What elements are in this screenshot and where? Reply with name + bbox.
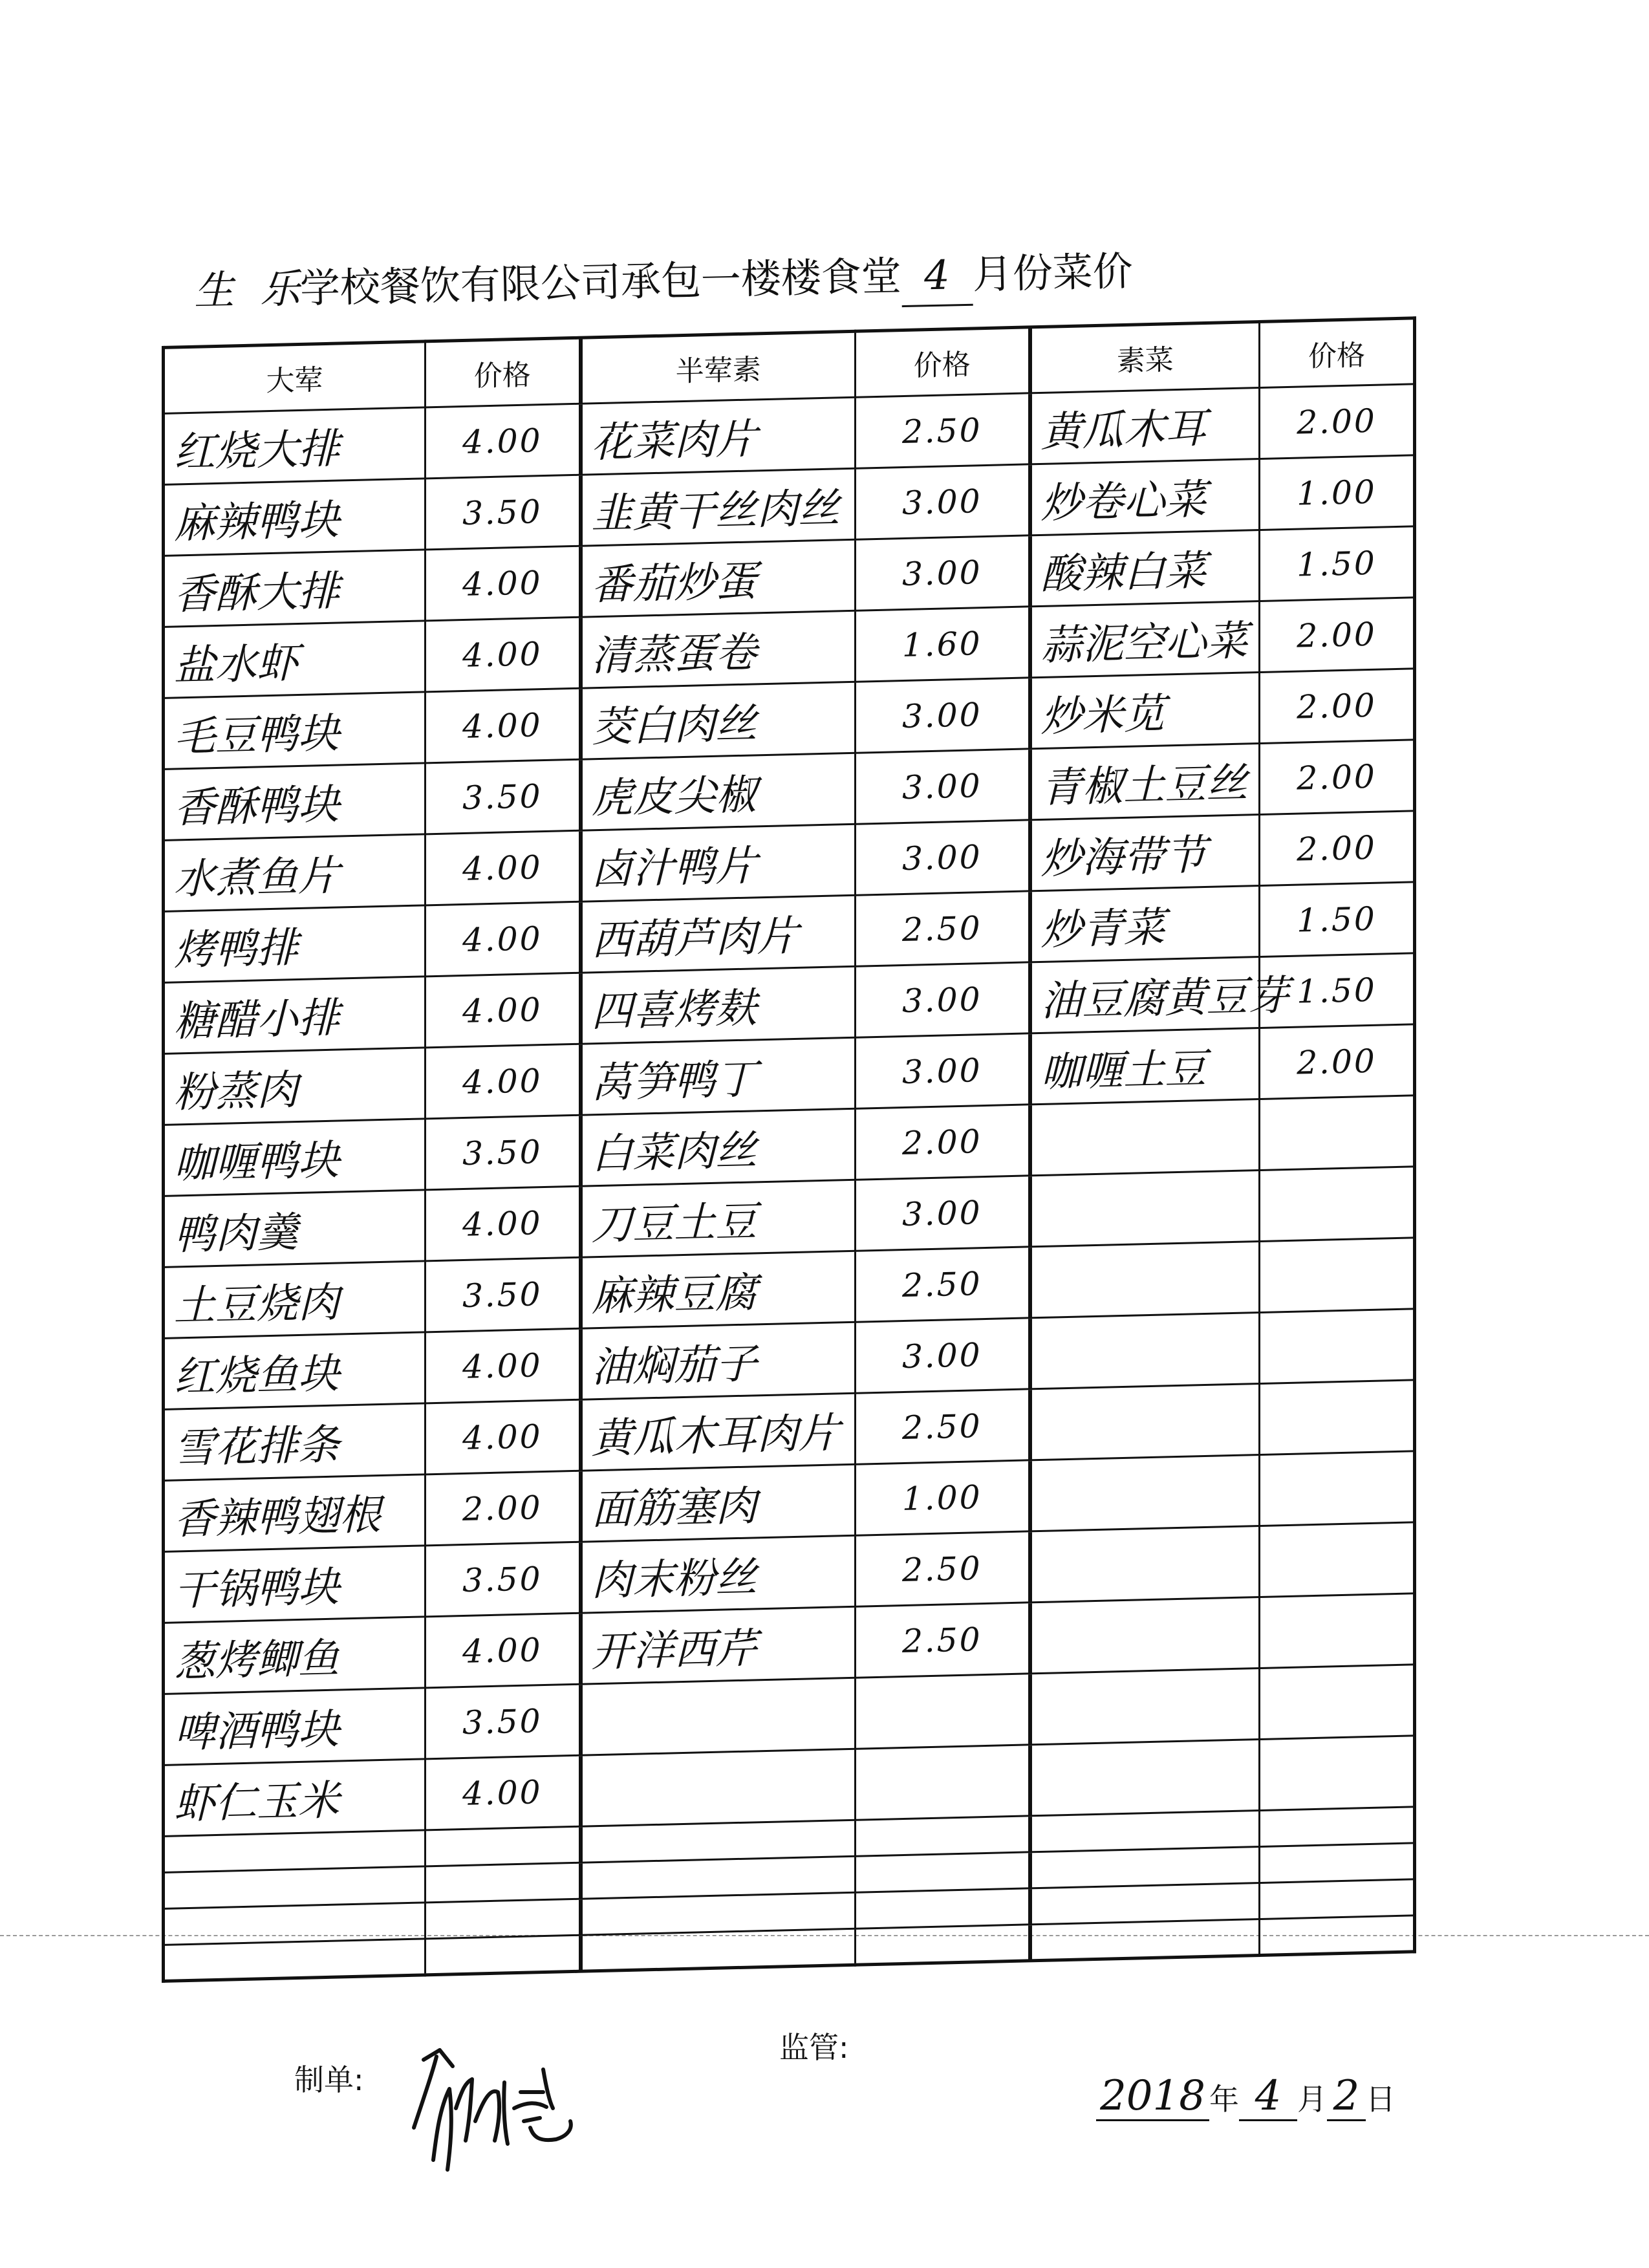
veg-dish-price: 1.50 — [1260, 882, 1415, 957]
meat-dish-name — [164, 1830, 426, 1873]
veg-dish-name — [1030, 1170, 1260, 1246]
meat-dish-name: 香酥鸭块 — [164, 763, 426, 841]
veg-dish-price: 1.50 — [1260, 953, 1415, 1028]
half-dish-name: 面筋塞肉 — [581, 1464, 856, 1542]
meat-dish-price: 4.00 — [426, 1044, 581, 1119]
header-meat: 大荤 — [164, 341, 426, 414]
half-dish-name: 黄瓜木耳肉片 — [581, 1393, 856, 1471]
half-dish-price — [856, 1888, 1030, 1928]
half-dish-name — [581, 1928, 856, 1971]
header-half-price: 价格 — [856, 327, 1030, 397]
meat-dish-price: 4.00 — [426, 617, 581, 692]
half-dish-price: 2.50 — [856, 891, 1030, 966]
meat-dish-price: 4.00 — [426, 1328, 581, 1403]
veg-dish-name — [1030, 1846, 1260, 1888]
meat-dish-price: 3.50 — [426, 1542, 581, 1617]
meat-dish-price: 4.00 — [426, 1399, 581, 1474]
half-dish-name — [581, 1892, 856, 1935]
veg-dish-price — [1260, 1916, 1415, 1956]
meat-dish-name: 鸭肉羹 — [164, 1190, 426, 1268]
meat-dish-name: 红烧大排 — [164, 407, 426, 485]
veg-dish-name — [1030, 1739, 1260, 1815]
meat-dish-name: 粉蒸肉 — [164, 1048, 426, 1125]
veg-dish-name — [1030, 1454, 1260, 1531]
header-half: 半荤素 — [581, 331, 856, 404]
meat-dish-name: 咖喱鸭块 — [164, 1119, 426, 1196]
half-dish-name: 卤汁鸭片 — [581, 824, 856, 902]
meat-dish-name — [164, 1903, 426, 1945]
half-dish-name: 四喜烤麸 — [581, 966, 856, 1044]
veg-dish-name: 蒜泥空心菜 — [1030, 601, 1260, 677]
veg-dish-name: 青椒土豆丝 — [1030, 743, 1260, 819]
meat-dish-price: 4.00 — [426, 1186, 581, 1261]
meat-dish-name: 葱烤鲫鱼 — [164, 1617, 426, 1694]
meat-dish-price: 3.50 — [426, 759, 581, 834]
veg-dish-name: 油豆腐黄豆芽 — [1030, 956, 1260, 1033]
date-month: 4 — [1239, 2073, 1297, 2121]
half-dish-name — [581, 1749, 856, 1826]
meat-dish-price: 4.00 — [426, 973, 581, 1048]
maker-label: 制单: — [294, 2062, 364, 2097]
half-dish-name: 开洋西芹 — [581, 1606, 856, 1684]
veg-dish-name — [1030, 1383, 1260, 1460]
veg-dish-name: 炒海带节 — [1030, 814, 1260, 891]
date-month-unit: 月 — [1297, 2082, 1327, 2117]
veg-dish-price — [1260, 1593, 1415, 1669]
meat-dish-price: 3.50 — [426, 1115, 581, 1190]
veg-dish-name — [1030, 1241, 1260, 1317]
meat-dish-name: 干锅鸭块 — [164, 1546, 426, 1623]
veg-dish-price — [1260, 1879, 1415, 1919]
half-dish-price: 2.50 — [856, 1603, 1030, 1678]
veg-dish-name — [1030, 1312, 1260, 1388]
date — [1096, 2073, 1396, 2124]
meat-dish-name: 土豆烧肉 — [164, 1261, 426, 1339]
date-day-unit: 日 — [1366, 2082, 1396, 2117]
meat-dish-price: 4.00 — [426, 902, 581, 977]
veg-dish-price — [1260, 1167, 1415, 1242]
half-dish-price: 1.60 — [856, 607, 1030, 682]
meat-dish-name — [164, 1939, 426, 1982]
meat-dish-name — [164, 1866, 426, 1909]
half-dish-price: 3.00 — [856, 820, 1030, 895]
veg-dish-price — [1260, 1522, 1415, 1597]
half-dish-price — [856, 1745, 1030, 1820]
meat-dish-price: 4.00 — [426, 1755, 581, 1830]
veg-dish-name: 酸辣白菜 — [1030, 530, 1260, 606]
meat-dish-name: 啤酒鸭块 — [164, 1688, 426, 1766]
veg-dish-price — [1260, 1309, 1415, 1384]
half-dish-price: 3.00 — [856, 535, 1030, 610]
veg-dish-name — [1030, 1810, 1260, 1852]
half-dish-name: 茭白肉丝 — [581, 682, 856, 759]
veg-dish-price — [1260, 1451, 1415, 1526]
price-table — [162, 316, 1416, 1983]
title-month: 4 — [901, 246, 973, 307]
half-dish-name: 清蒸蛋卷 — [581, 610, 856, 688]
half-dish-name: 油焖茄子 — [581, 1322, 856, 1399]
veg-dish-price — [1260, 1807, 1415, 1847]
half-dish-name — [581, 1856, 856, 1899]
half-dish-price — [856, 1674, 1030, 1749]
veg-dish-name — [1030, 1668, 1260, 1744]
half-dish-name: 番茄炒蛋 — [581, 539, 856, 617]
half-dish-price: 3.00 — [856, 962, 1030, 1037]
half-dish-name: 西葫芦肉片 — [581, 895, 856, 973]
veg-dish-name: 咖喱土豆 — [1030, 1028, 1260, 1104]
meat-dish-price — [426, 1935, 581, 1975]
meat-dish-name: 烤鸭排 — [164, 905, 426, 983]
veg-dish-name: 炒卷心菜 — [1030, 459, 1260, 535]
school-name-handwritten-suffix: 乐 — [259, 265, 301, 313]
header-veg-price: 价格 — [1260, 318, 1415, 388]
signature — [388, 2031, 582, 2186]
half-dish-price: 3.00 — [856, 1033, 1030, 1108]
veg-dish-name: 炒米苋 — [1030, 672, 1260, 748]
veg-dish-name: 炒青菜 — [1030, 885, 1260, 962]
half-dish-name — [581, 1678, 856, 1755]
veg-dish-price — [1260, 1096, 1415, 1171]
header-veg: 素菜 — [1030, 321, 1260, 393]
meat-dish-name: 水煮鱼片 — [164, 834, 426, 912]
header-meat-price: 价格 — [426, 338, 581, 407]
veg-dish-name — [1030, 1597, 1260, 1673]
date-year-unit: 年 — [1209, 2082, 1239, 2117]
half-dish-price: 2.50 — [856, 1389, 1030, 1464]
half-dish-price: 2.50 — [856, 1531, 1030, 1606]
veg-dish-price: 1.00 — [1260, 455, 1415, 530]
meat-dish-name: 红烧鱼块 — [164, 1332, 426, 1410]
veg-dish-price — [1260, 1380, 1415, 1455]
half-dish-name: 白菜肉丝 — [581, 1108, 856, 1186]
veg-dish-price — [1260, 1843, 1415, 1883]
half-dish-name: 花菜肉片 — [581, 397, 856, 475]
half-dish-price: 1.00 — [856, 1460, 1030, 1535]
half-dish-name: 莴笋鸭丁 — [581, 1037, 856, 1115]
half-dish-name: 刀豆土豆 — [581, 1180, 856, 1257]
document-title — [193, 231, 1359, 327]
half-dish-price: 3.00 — [856, 749, 1030, 824]
veg-dish-price: 2.00 — [1260, 811, 1415, 886]
veg-dish-name — [1030, 1099, 1260, 1175]
meat-dish-name: 虾仁玉米 — [164, 1759, 426, 1837]
meat-dish-price — [426, 1899, 581, 1939]
half-dish-price: 2.50 — [856, 1247, 1030, 1322]
meat-dish-name: 糖醋小排 — [164, 977, 426, 1054]
half-dish-price: 3.00 — [856, 464, 1030, 539]
veg-dish-name — [1030, 1526, 1260, 1602]
veg-dish-price — [1260, 1665, 1415, 1740]
veg-dish-name — [1030, 1883, 1260, 1924]
meat-dish-price: 3.50 — [426, 475, 581, 550]
veg-dish-name — [1030, 1919, 1260, 1960]
table-body — [164, 384, 1415, 1982]
meat-dish-name: 盐水虾 — [164, 621, 426, 698]
date-year: 2018 — [1096, 2073, 1209, 2121]
veg-dish-price: 2.00 — [1260, 1024, 1415, 1099]
half-dish-price: 3.00 — [856, 1176, 1030, 1251]
meat-dish-price: 3.50 — [426, 1684, 581, 1759]
half-dish-name: 韭黄干丝肉丝 — [581, 468, 856, 546]
meat-dish-price: 4.00 — [426, 546, 581, 621]
school-name-handwritten: 生 — [193, 266, 235, 314]
meat-dish-name: 雪花排条 — [164, 1403, 426, 1481]
veg-dish-price: 2.00 — [1260, 598, 1415, 673]
meat-dish-price — [426, 1826, 581, 1866]
meat-dish-name: 毛豆鸭块 — [164, 692, 426, 770]
half-dish-name: 肉末粉丝 — [581, 1535, 856, 1613]
title-text: 学校餐饮有限公司承包一楼楼食堂 — [299, 252, 902, 312]
half-dish-price: 3.00 — [856, 678, 1030, 753]
meat-dish-price: 4.00 — [426, 688, 581, 763]
half-dish-name: 虎皮尖椒 — [581, 753, 856, 830]
meat-dish-name: 香辣鸭翅根 — [164, 1474, 426, 1552]
veg-dish-price: 2.00 — [1260, 669, 1415, 744]
meat-dish-price: 4.00 — [426, 1613, 581, 1688]
veg-dish-name: 黄瓜木耳 — [1030, 387, 1260, 464]
half-dish-price — [856, 1816, 1030, 1856]
supervisor-label: 监管: — [779, 2030, 849, 2065]
half-dish-name: 麻辣豆腐 — [581, 1251, 856, 1328]
veg-dish-price — [1260, 1238, 1415, 1313]
half-dish-name — [581, 1820, 856, 1863]
half-dish-price: 2.00 — [856, 1105, 1030, 1180]
meat-dish-price: 3.50 — [426, 1257, 581, 1332]
veg-dish-price — [1260, 1736, 1415, 1811]
meat-dish-name: 麻辣鸭块 — [164, 479, 426, 556]
meat-dish-price: 2.00 — [426, 1471, 581, 1546]
title-suffix: 月份菜价 — [972, 247, 1134, 298]
meat-dish-price: 4.00 — [426, 404, 581, 479]
veg-dish-price: 2.00 — [1260, 384, 1415, 459]
half-dish-price — [856, 1852, 1030, 1892]
half-dish-price: 3.00 — [856, 1318, 1030, 1393]
veg-dish-price: 1.50 — [1260, 526, 1415, 601]
meat-dish-name: 香酥大排 — [164, 550, 426, 627]
date-day: 2 — [1327, 2073, 1366, 2121]
meat-dish-price: 4.00 — [426, 830, 581, 905]
meat-dish-price — [426, 1863, 581, 1903]
half-dish-price: 2.50 — [856, 393, 1030, 468]
veg-dish-price: 2.00 — [1260, 740, 1415, 815]
half-dish-price — [856, 1925, 1030, 1965]
